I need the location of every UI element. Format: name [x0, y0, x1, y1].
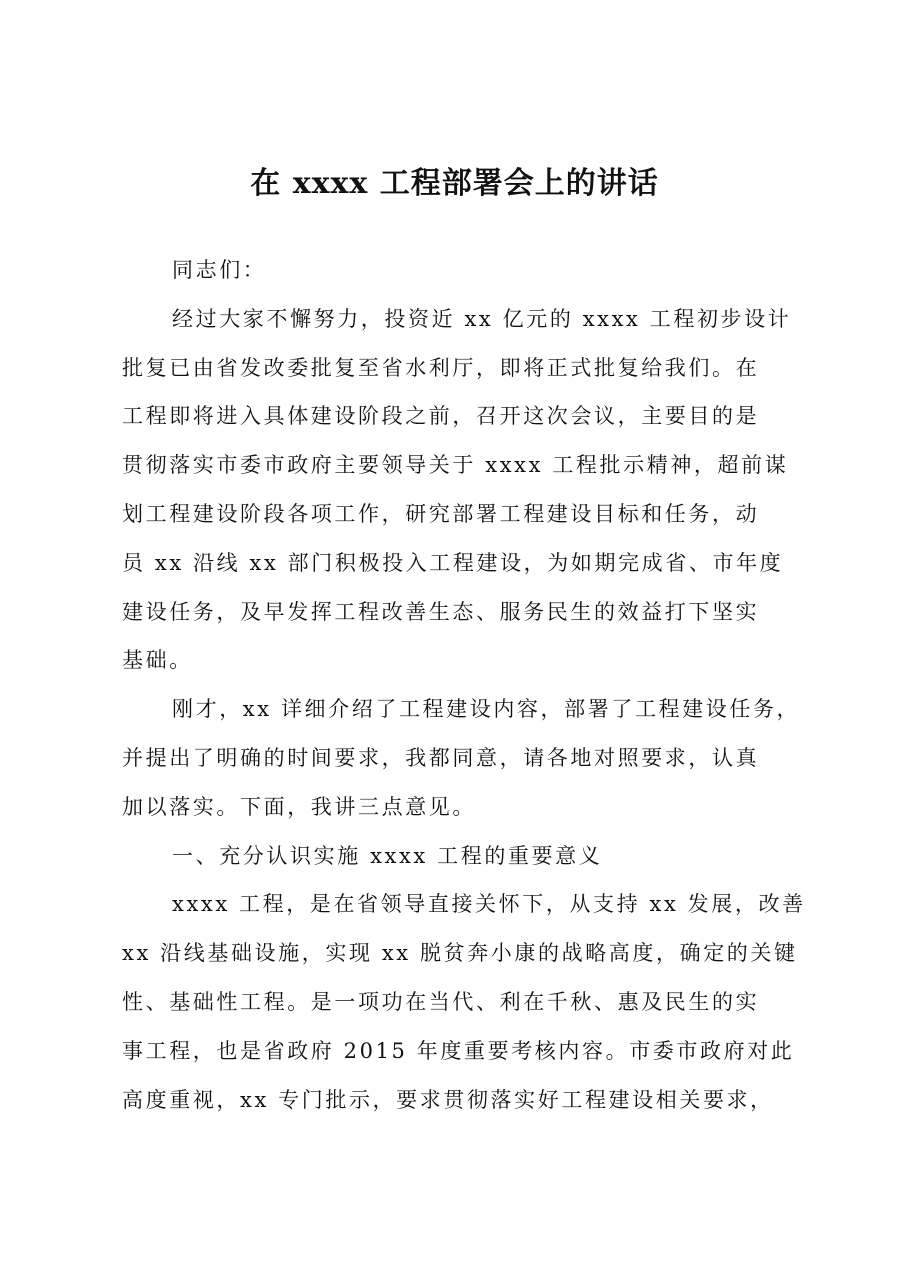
paragraph-1-line-2: 批复已由省发改委批复至省水利厅，即将正式批复给我们。在 — [122, 355, 760, 380]
paragraph-3-line-1: xxxx 工程，是在省领导直接关怀下，从支持 xx 发展，改善 — [172, 892, 806, 917]
paragraph-2-line-2: 并提出了明确的时间要求，我都同意，请各地对照要求，认真 — [122, 745, 760, 770]
paragraph-1-line-4: 贯彻落实市委市政府主要领导关于 xxxx 工程批示精神，超前谋 — [122, 453, 789, 478]
paragraph-1-line-7: 建设任务，及早发挥工程改善生态、服务民生的效益打下坚实 — [122, 599, 760, 624]
section-heading-1: 一、充分认识实施 xxxx 工程的重要意义 — [172, 843, 603, 868]
paragraph-1-line-3: 工程即将进入具体建设阶段之前，召开这次会议，主要目的是 — [122, 404, 760, 429]
paragraph-3-line-3: 性、基础性工程。是一项功在当代、利在千秋、惠及民生的实 — [122, 989, 760, 1014]
document-body — [122, 246, 806, 1124]
paragraph-2-line-3: 加以落实。下面，我讲三点意见。 — [122, 794, 476, 819]
paragraph-2-line-1: 刚才，xx 详细介绍了工程建设内容，部署了工程建设任务， — [172, 697, 801, 722]
paragraph-1-line-5: 划工程建设阶段各项工作，研究部署工程建设目标和任务，动 — [122, 501, 760, 526]
paragraph-1-line-8: 基础。 — [122, 648, 193, 673]
paragraph-1-line-6: 员 xx 沿线 xx 部门积极投入工程建设，为如期完成省、市年度 — [122, 550, 784, 575]
document-title: 在 xxxx 工程部署会上的讲话 — [250, 166, 659, 201]
paragraph-3-line-4: 事工程，也是省政府 2015 年度重要考核内容。市委市政府对此 — [122, 1038, 795, 1063]
paragraph-1-line-1: 经过大家不懈努力，投资近 xx 亿元的 xxxx 工程初步设计 — [172, 306, 792, 331]
paragraph-3-line-5: 高度重视，xx 专门批示，要求贯彻落实好工程建设相关要求， — [122, 1087, 774, 1112]
paragraph-3-line-2: xx 沿线基础设施，实现 xx 脱贫奔小康的战略高度，确定的关键 — [122, 941, 798, 966]
salutation-line: 同志们： — [172, 258, 267, 282]
